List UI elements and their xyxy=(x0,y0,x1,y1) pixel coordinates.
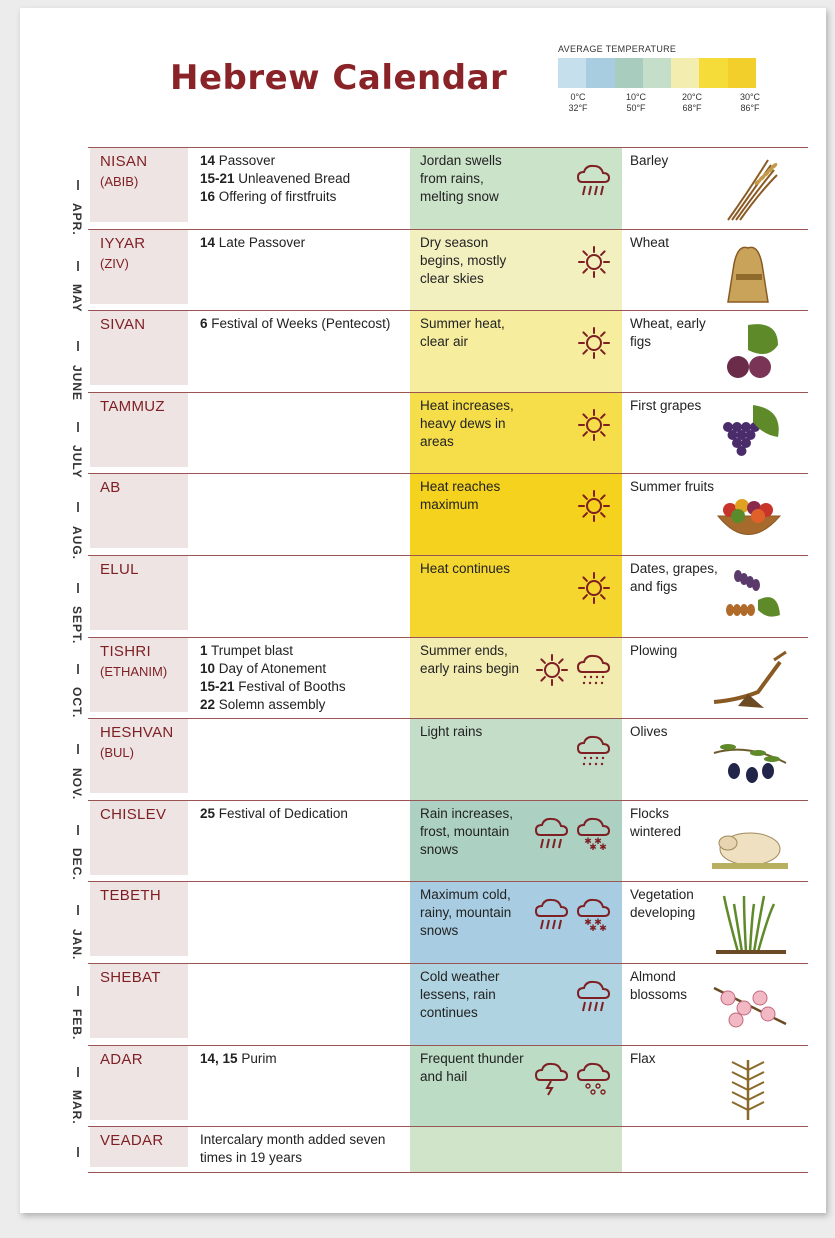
month-row xyxy=(88,392,808,474)
scale-tick xyxy=(77,1147,79,1157)
dates-icon xyxy=(708,560,790,632)
poster xyxy=(20,8,826,1213)
month-name: HESHVAN xyxy=(100,724,174,742)
sun-icon xyxy=(576,325,612,366)
scale-tick xyxy=(77,744,79,754)
legend-fahrenheit: 50°F xyxy=(626,103,646,113)
festival-item xyxy=(200,1050,400,1068)
festival-name: Purim xyxy=(241,1050,277,1066)
rain-icon xyxy=(534,815,570,856)
festival-name: Festival of Booths xyxy=(238,678,346,694)
month-name: NISAN xyxy=(100,153,148,170)
svg-text:✱: ✱ xyxy=(584,835,592,846)
scale-tick xyxy=(77,261,79,271)
page-title: Hebrew Calendar xyxy=(170,58,508,98)
month-row xyxy=(88,881,808,963)
festival-name: Intercalary month added seven times in 19 years xyxy=(200,1132,386,1166)
legend-fahrenheit: 86°F xyxy=(740,103,760,113)
festivals xyxy=(200,152,400,206)
gregorian-month-label: MAR. xyxy=(70,1089,84,1125)
month-row xyxy=(88,637,808,719)
month-cell xyxy=(90,719,188,793)
gregorian-month-label: MAY xyxy=(70,283,84,313)
wheat-sheaf-icon xyxy=(708,234,790,306)
weather-text: Heat continues xyxy=(420,560,511,576)
festival-name: Late Passover xyxy=(218,234,306,250)
svg-text:✱: ✱ xyxy=(599,923,607,933)
festival-name: Festival of Dedication xyxy=(218,805,348,821)
festivals xyxy=(200,234,400,252)
festival-date: 14 xyxy=(200,234,216,250)
weather-icons xyxy=(534,652,612,693)
plow-icon xyxy=(708,642,790,714)
scale-tick xyxy=(77,986,79,996)
legend-color-bar xyxy=(558,58,756,88)
weather-cell xyxy=(410,1127,622,1172)
weather-icons xyxy=(576,407,612,448)
month-name: TAMMUZ xyxy=(100,397,165,415)
festivals xyxy=(200,642,400,714)
festival-item xyxy=(200,678,400,696)
sun-icon xyxy=(576,488,612,529)
month-name: ADAR xyxy=(100,1050,143,1068)
hail-icon xyxy=(576,1060,612,1101)
weather-text: Heat reaches maximum xyxy=(420,479,501,513)
gregorian-month-label: AUG. xyxy=(70,525,84,560)
month-row xyxy=(88,1045,808,1127)
month-cell xyxy=(90,638,188,712)
month-cell xyxy=(90,1127,188,1167)
festival-item xyxy=(200,170,400,188)
weather-icons xyxy=(534,815,612,856)
weather-icons xyxy=(576,978,612,1019)
grapes-icon xyxy=(708,397,790,469)
festival-item xyxy=(200,234,400,252)
month-cell xyxy=(90,311,188,385)
festival-item xyxy=(200,188,400,206)
weather-text: Light rains xyxy=(420,724,483,740)
festivals xyxy=(200,1131,400,1167)
month-cell xyxy=(90,148,188,222)
month-cell xyxy=(90,964,188,1038)
festival-date: 14, 15 xyxy=(200,1050,238,1066)
festival-name: Trumpet blast xyxy=(211,642,294,658)
gregorian-month-label: JULY xyxy=(70,445,84,479)
weather-text: Heat increases, heavy dews in areas xyxy=(420,397,514,449)
crop-text: First grapes xyxy=(630,397,702,413)
month-row xyxy=(88,555,808,637)
scale-tick xyxy=(77,180,79,190)
weather-cell xyxy=(410,1046,622,1127)
scale-tick xyxy=(77,502,79,512)
weather-icons xyxy=(576,162,612,203)
crop-text: Wheat, early figs xyxy=(630,316,706,350)
festival-item xyxy=(200,315,400,333)
weather-text: Rain increases, frost, mountain snows xyxy=(420,805,514,857)
weather-cell xyxy=(410,474,622,555)
legend-swatch xyxy=(586,58,614,88)
month-cell xyxy=(90,801,188,875)
weather-text: Cold weather lessens, rain continues xyxy=(420,968,500,1020)
festival-date: 15-21 xyxy=(200,678,235,694)
festivals xyxy=(200,805,400,823)
svg-text:✱: ✱ xyxy=(589,923,597,933)
gregorian-month-label: FEB. xyxy=(70,1009,84,1041)
scale-tick xyxy=(77,341,79,351)
sheep-icon xyxy=(708,805,790,877)
crop-text: Plowing xyxy=(630,642,678,658)
scale-tick xyxy=(77,422,79,432)
barley-icon xyxy=(708,152,790,224)
festival-item xyxy=(200,805,400,823)
figs-icon xyxy=(708,315,790,387)
legend-celsius: 10°C xyxy=(625,92,647,102)
svg-text:✱: ✱ xyxy=(584,917,592,928)
weather-cell xyxy=(410,638,622,719)
month-name: SHEBAT xyxy=(100,968,161,986)
weather-cell xyxy=(410,801,622,882)
month-alt-name: (ZIV) xyxy=(100,255,129,271)
festival-date: 1 xyxy=(200,642,208,658)
festival-item xyxy=(200,696,400,714)
month-name: AB xyxy=(100,479,121,497)
month-name: CHISLEV xyxy=(100,805,167,823)
scale-tick xyxy=(77,1067,79,1077)
scale-tick xyxy=(77,583,79,593)
festival-name: Offering of firstfruits xyxy=(218,189,337,204)
legend-swatch xyxy=(671,58,699,88)
month-row xyxy=(88,963,808,1045)
festival-name: Passover xyxy=(218,153,276,168)
flax-icon xyxy=(708,1050,790,1122)
festival-date: 6 xyxy=(200,316,208,332)
weather-cell xyxy=(410,719,622,800)
legend-title: AVERAGE TEMPERATURE xyxy=(558,44,677,54)
olives-icon xyxy=(708,723,790,795)
sun-icon xyxy=(534,652,570,693)
gregorian-month-label: DEC. xyxy=(70,848,84,881)
gregorian-month-label: APR. xyxy=(70,203,84,236)
scale-tick xyxy=(77,825,79,835)
month-row xyxy=(88,229,808,311)
sun-icon xyxy=(576,407,612,448)
rain-icon xyxy=(576,162,612,203)
gregorian-month-label: JUNE xyxy=(70,364,84,401)
weather-text: Summer heat, clear air xyxy=(420,316,505,350)
weather-icons xyxy=(534,1060,612,1101)
legend-swatch xyxy=(558,58,586,88)
month-name: ELUL xyxy=(100,560,139,578)
month-alt-name: (BUL) xyxy=(100,745,134,761)
svg-text:✱: ✱ xyxy=(599,841,607,851)
crop-text: Flax xyxy=(630,1050,656,1066)
crop-text: Barley xyxy=(630,153,669,168)
weather-text: Dry season begins, mostly clear skies xyxy=(420,234,507,286)
legend-celsius: 30°C xyxy=(739,92,761,102)
sun-icon xyxy=(576,244,612,285)
gregorian-month-label: NOV. xyxy=(70,767,84,800)
scale-tick xyxy=(77,664,79,674)
light-rain-icon xyxy=(576,652,612,693)
legend-tick-label xyxy=(730,92,770,114)
legend-fahrenheit: 68°F xyxy=(682,103,702,113)
month-row xyxy=(88,147,808,229)
plants-icon xyxy=(708,886,790,958)
weather-cell xyxy=(410,311,622,392)
crop-text: Summer fruits xyxy=(630,479,715,495)
legend-labels xyxy=(558,92,778,118)
month-name: SIVAN xyxy=(100,316,146,334)
month-cell xyxy=(90,1046,188,1120)
weather-cell xyxy=(410,964,622,1045)
month-name: TISHRI xyxy=(100,642,151,660)
festival-name: Solemn assembly xyxy=(218,696,326,712)
month-cell xyxy=(90,474,188,548)
thunder-icon xyxy=(534,1060,570,1101)
svg-text:✱: ✱ xyxy=(594,917,602,928)
gregorian-month-label: JAN. xyxy=(70,928,84,961)
weather-icons xyxy=(576,488,612,529)
month-name: TEBETH xyxy=(100,887,161,905)
rain-icon xyxy=(576,978,612,1019)
weather-icons xyxy=(576,325,612,366)
month-cell xyxy=(90,230,188,304)
weather-text: Summer ends, early rains begin xyxy=(420,642,520,676)
festival-date: 15-21 xyxy=(200,171,235,186)
festival-name: Day of Atonement xyxy=(218,660,327,676)
gregorian-month-label: SEPT. xyxy=(70,606,84,645)
crop-text: Vegetation developing xyxy=(630,887,696,921)
weather-icons xyxy=(534,896,612,937)
month-row xyxy=(88,310,808,392)
calendar-table xyxy=(88,147,808,1173)
rain-icon xyxy=(534,896,570,937)
weather-cell xyxy=(410,556,622,637)
month-name: IYYAR xyxy=(100,234,146,252)
fruit-basket-icon xyxy=(708,478,790,550)
weather-cell xyxy=(410,230,622,311)
month-cell xyxy=(90,882,188,956)
month-cell xyxy=(90,393,188,467)
weather-text: Jordan swells from rains, melting snow xyxy=(420,153,502,204)
legend-tick-label xyxy=(616,92,656,114)
crop-text: Flocks wintered xyxy=(630,805,682,839)
legend-swatch xyxy=(643,58,671,88)
festival-item xyxy=(200,660,400,678)
festival-date: 22 xyxy=(200,696,216,712)
month-row xyxy=(88,718,808,800)
month-cell xyxy=(90,556,188,630)
crop-text: Olives xyxy=(630,724,668,740)
festival-item xyxy=(200,1131,400,1167)
sun-icon xyxy=(576,570,612,611)
month-alt-name: (ETHANIM) xyxy=(100,663,168,679)
snow-icon xyxy=(576,896,612,937)
crop-text: Almond blossoms xyxy=(630,968,688,1002)
legend-tick-label xyxy=(672,92,712,114)
snow-icon xyxy=(576,815,612,856)
festival-item xyxy=(200,642,400,660)
gregorian-month-label: OCT. xyxy=(70,686,84,719)
festival-date: 25 xyxy=(200,805,216,821)
weather-cell xyxy=(410,148,622,229)
month-name: VEADAR xyxy=(100,1132,164,1150)
month-alt-name: (ABIB) xyxy=(100,174,139,189)
festival-date: 10 xyxy=(200,660,216,676)
weather-text: Frequent thunder and hail xyxy=(420,1050,524,1084)
scale-tick xyxy=(77,905,79,915)
legend-fahrenheit: 32°F xyxy=(568,103,588,113)
weather-icons xyxy=(576,733,612,774)
light-rain-icon xyxy=(576,733,612,774)
weather-icons xyxy=(576,570,612,611)
month-row xyxy=(88,473,808,555)
festival-date: 14 xyxy=(200,153,216,168)
legend-tick-label xyxy=(558,92,598,114)
month-row xyxy=(88,800,808,882)
festivals xyxy=(200,315,400,333)
weather-cell xyxy=(410,882,622,963)
crop-text: Wheat xyxy=(630,234,670,250)
legend-celsius: 0°C xyxy=(570,92,586,102)
festival-item xyxy=(200,152,400,170)
weather-cell xyxy=(410,393,622,474)
legend-swatch xyxy=(728,58,756,88)
month-row xyxy=(88,1126,808,1173)
festivals xyxy=(200,1050,400,1068)
weather-icons xyxy=(576,244,612,285)
festival-name: Unleavened Bread xyxy=(238,171,351,186)
weather-text: Maximum cold, rainy, mountain snows xyxy=(420,887,512,939)
legend-celsius: 20°C xyxy=(681,92,703,102)
festival-date: 16 xyxy=(200,189,216,204)
temperature-legend xyxy=(558,44,778,118)
almond-blossom-icon xyxy=(708,968,790,1040)
legend-swatch xyxy=(615,58,643,88)
festival-name: Festival of Weeks (Pentecost) xyxy=(211,316,391,332)
svg-text:✱: ✱ xyxy=(594,835,602,846)
crop-text: Dates, grapes, and figs xyxy=(630,560,718,594)
svg-text:✱: ✱ xyxy=(589,841,597,851)
legend-swatch xyxy=(699,58,727,88)
